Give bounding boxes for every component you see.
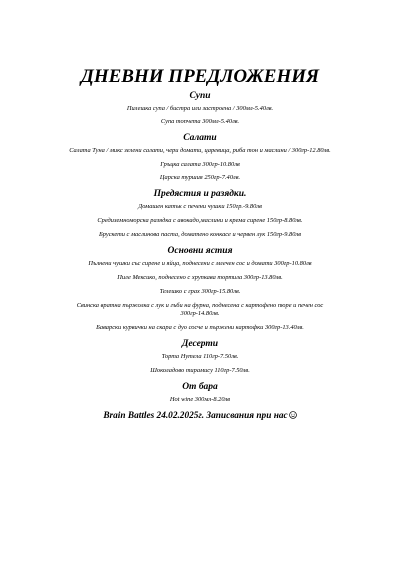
section-bar — [60, 381, 340, 404]
section-heading: От бара — [182, 382, 218, 392]
menu-item: Брускети с маслинова паста, доматено конкасе и червен лук 150гр-9.80лв — [99, 231, 301, 238]
event-announcement — [60, 410, 340, 422]
menu-item: Hot wine 300мл-8.20лв — [169, 396, 231, 403]
menu-item: Гръцка салата 300гр-10.80лв — [160, 161, 240, 168]
section-starters — [60, 188, 340, 239]
page-title: ДНЕВНИ ПРЕДЛОЖЕНИЯ — [80, 66, 320, 87]
menu-item: Супа топчета 300мл-5.40лв. — [160, 118, 240, 125]
section-heading: Десерти — [181, 339, 219, 349]
menu-item: Домашен катък с печени чушки 150гр.-9.80лв — [138, 203, 262, 210]
menu-item: Салата Туна / микс зелени салати, чери домати, царевица, риба тон и маслини / 300гр-12.80лв. — [69, 147, 331, 154]
menu-item: Пиле Мексико, поднесено с хрупкава тортила 300гр-13.80лв. — [117, 274, 283, 281]
menu-item: Пълнени чушки със сирене и яйца, поднесени с млечен сос и домати 300гр-10.80лв — [88, 260, 312, 267]
section-heading: Предястия и разядки. — [153, 189, 247, 199]
menu-item: Пилешка супа / бистра или застроена / 300мл-5.40лв. — [126, 105, 274, 112]
smiley-icon — [289, 411, 297, 419]
section-heading: Супи — [189, 91, 211, 101]
section-heading: Салати — [183, 133, 217, 143]
section-mains — [60, 245, 340, 332]
menu-item: Телешко с грах 300гр-15.80лв. — [159, 288, 241, 295]
menu-item: Шоколадово тирамису 110гр-7.50лв. — [150, 367, 250, 374]
menu-item: Средиземноморска разядка с авокадо,маслини и крема сирене 150гр-8.80лв. — [97, 217, 303, 224]
section-salads — [60, 132, 340, 182]
section-desserts — [60, 338, 340, 375]
menu-item: Царска туршия 250гр-7.40лв. — [159, 174, 241, 181]
event-announcement-text: Brain Battles 24.02.2025г. Записвания при нас — [103, 411, 288, 421]
menu-item: Баварски курвички на скара с дуо сосче и пържени картофки 300гр-13.40лв. — [96, 324, 304, 331]
section-heading: Основни ястия — [167, 246, 233, 256]
menu-item: Торта Нутела 110гр-7.50лв. — [161, 353, 239, 360]
section-soups — [60, 90, 340, 126]
menu-item: Свинска вратна пържолка с лук и гъби на фурна, поднесена с картофено пюре и печен сос 300гр-14.80лв. — [76, 302, 324, 317]
